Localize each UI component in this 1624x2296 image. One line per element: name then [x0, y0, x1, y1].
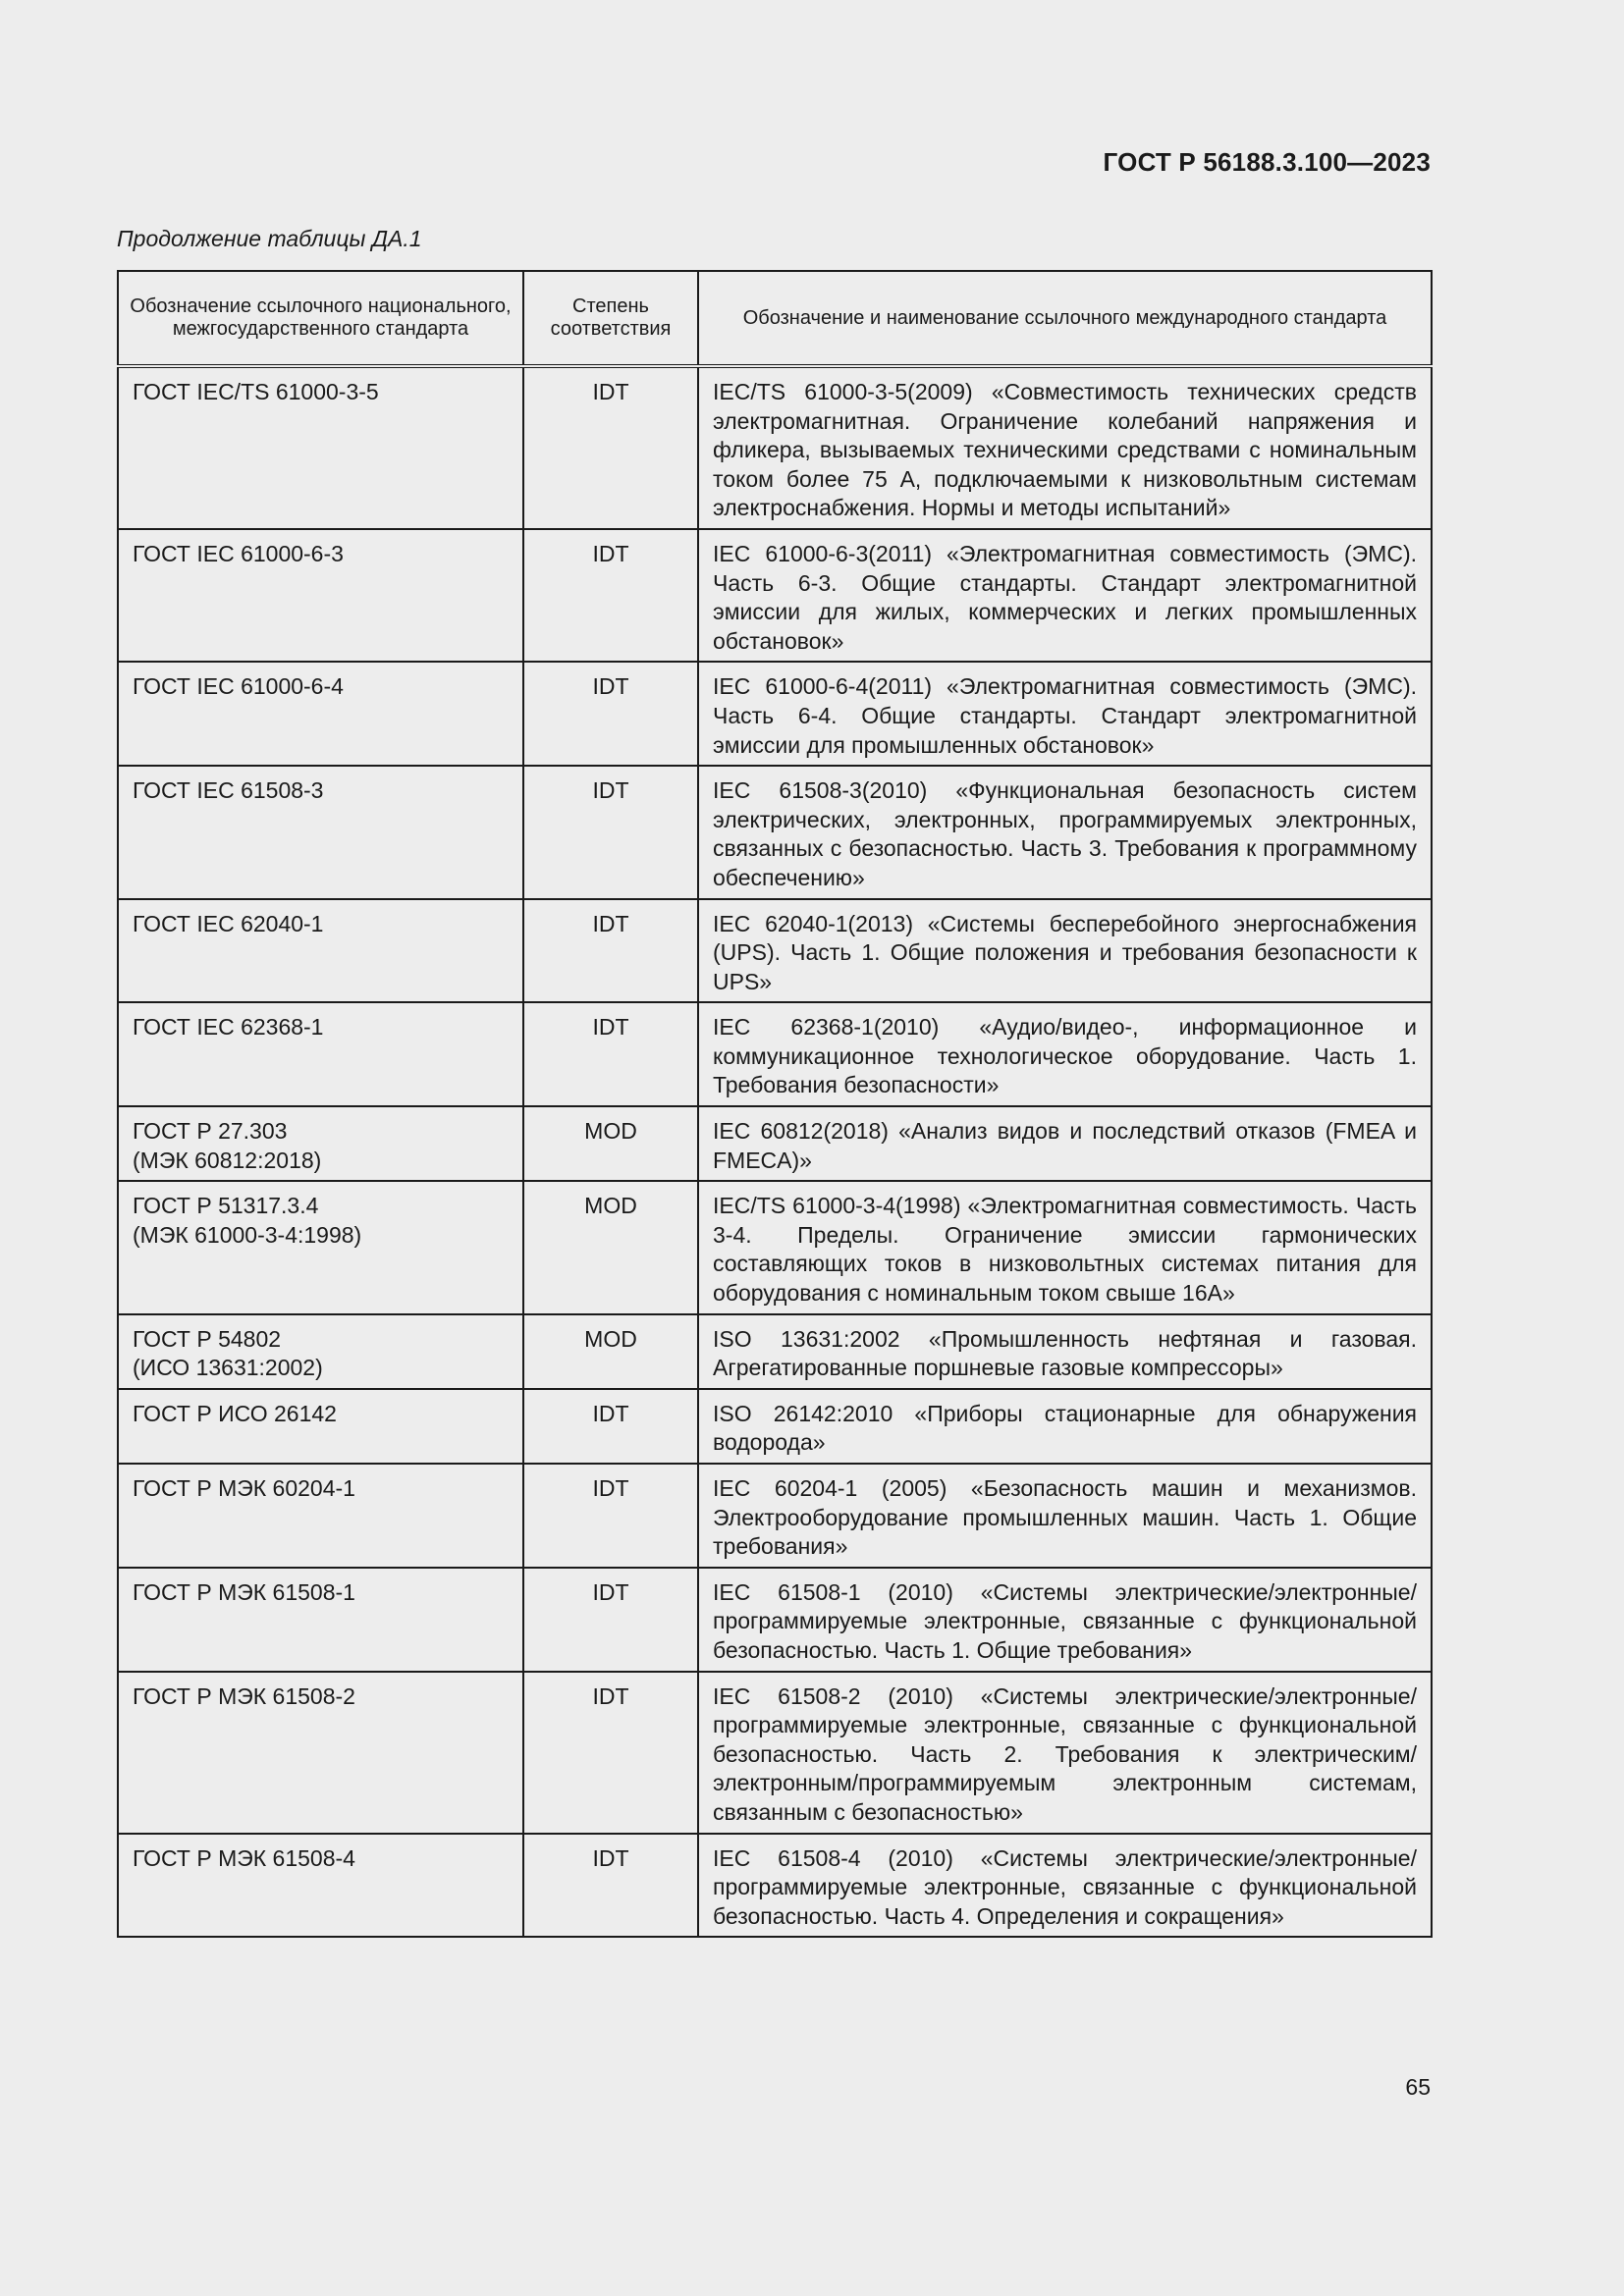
table-row — [118, 1314, 1432, 1389]
reference-table-container — [117, 270, 1431, 1938]
cell-degree-of-correspondence: IDT — [523, 1002, 698, 1106]
cell-international-standard: IEC 60204-1 (2005) «Безопасность машин и механизмов. Электрооборудование промышленных машин. Часть 1. Общие требования» — [698, 1464, 1432, 1568]
table-row — [118, 1002, 1432, 1106]
column-header-international-standard: Обозначение и наименование ссылочного международного стандарта — [698, 271, 1432, 366]
table-row — [118, 1181, 1432, 1313]
cell-degree-of-correspondence: MOD — [523, 1314, 698, 1389]
cell-national-standard: ГОСТ Р 54802 (ИСО 13631:2002) — [118, 1314, 523, 1389]
cell-national-standard: ГОСТ Р МЭК 61508-1 — [118, 1568, 523, 1672]
table-caption: Продолжение таблицы ДА.1 — [117, 226, 422, 251]
cell-national-standard: ГОСТ Р 51317.3.4 (МЭК 61000-3-4:1998) — [118, 1181, 523, 1313]
cell-degree-of-correspondence: MOD — [523, 1181, 698, 1313]
cell-degree-of-correspondence: IDT — [523, 766, 698, 898]
cell-degree-of-correspondence: IDT — [523, 366, 698, 529]
cell-degree-of-correspondence: MOD — [523, 1106, 698, 1181]
cell-international-standard: IEC/TS 61000-3-5(2009) «Совместимость технических средств электромагнитная. Ограничение колебаний напряжения и фликера, вызываемых техническими средствами с номинальным током более 75 А, подключаемыми к низковольтным системам электроснабжения. Нормы и методы испытаний» — [698, 366, 1432, 529]
document-code: ГОСТ Р 56188.3.100—2023 — [1103, 147, 1431, 177]
cell-international-standard: IEC 61508-1 (2010) «Системы электрические/электронные/программируемые электронные, связанные с функциональной безопасностью. Часть 1. Общие требования» — [698, 1568, 1432, 1672]
table-header-row — [118, 271, 1432, 366]
cell-degree-of-correspondence: IDT — [523, 1834, 698, 1938]
cell-national-standard: ГОСТ IEC 61000-6-4 — [118, 662, 523, 766]
page-number: 65 — [1405, 2074, 1431, 2100]
table-row — [118, 766, 1432, 898]
cell-international-standard: ISO 26142:2010 «Приборы стационарные для обнаружения водорода» — [698, 1389, 1432, 1464]
cell-international-standard: IEC 61000-6-3(2011) «Электромагнитная совместимость (ЭМС). Часть 6-3. Общие стандарты. Стандарт электромагнитной эмиссии для жилых, коммерческих и легких промышленных обстановок» — [698, 529, 1432, 662]
cell-international-standard: IEC 62368-1(2010) «Аудио/видео-, информационное и коммуникационное технологическое оборудование. Часть 1. Требования безопасности» — [698, 1002, 1432, 1106]
cell-degree-of-correspondence: IDT — [523, 1464, 698, 1568]
cell-international-standard: IEC/TS 61000-3-4(1998) «Электромагнитная совместимость. Часть 3-4. Пределы. Ограничение эмиссии гармонических составляющих токов в низковольтных системах питания для оборудования с номинальным током свыше 16А» — [698, 1181, 1432, 1313]
table-row — [118, 1464, 1432, 1568]
table-row — [118, 366, 1432, 529]
cell-degree-of-correspondence: IDT — [523, 529, 698, 662]
column-header-national-standard: Обозначение ссылочного национального, межгосударственного стандарта — [118, 271, 523, 366]
table-body — [118, 366, 1432, 1937]
cell-international-standard: IEC 61508-4 (2010) «Системы электрические/электронные/программируемые электронные, связанные с функциональной безопасностью. Часть 4. Определения и сокращения» — [698, 1834, 1432, 1938]
column-header-degree-of-correspondence: Степень соответствия — [523, 271, 698, 366]
cell-national-standard: ГОСТ Р МЭК 61508-4 — [118, 1834, 523, 1938]
cell-degree-of-correspondence: IDT — [523, 1568, 698, 1672]
cell-national-standard: ГОСТ Р МЭК 61508-2 — [118, 1672, 523, 1834]
cell-degree-of-correspondence: IDT — [523, 1672, 698, 1834]
cell-international-standard: IEC 62040-1(2013) «Системы бесперебойного энергоснабжения (UPS). Часть 1. Общие положения и требования безопасности к UPS» — [698, 899, 1432, 1003]
cell-national-standard: ГОСТ IEC 61508-3 — [118, 766, 523, 898]
table-row — [118, 1389, 1432, 1464]
cell-national-standard: ГОСТ Р ИСО 26142 — [118, 1389, 523, 1464]
table-row — [118, 1568, 1432, 1672]
table-row — [118, 1672, 1432, 1834]
table-row — [118, 1106, 1432, 1181]
reference-standards-table — [117, 270, 1433, 1938]
cell-national-standard: ГОСТ IEC/TS 61000-3-5 — [118, 366, 523, 529]
table-row — [118, 662, 1432, 766]
cell-national-standard: ГОСТ IEC 61000-6-3 — [118, 529, 523, 662]
cell-degree-of-correspondence: IDT — [523, 899, 698, 1003]
table-row — [118, 899, 1432, 1003]
cell-international-standard: IEC 61508-3(2010) «Функциональная безопасность систем электрических, электронных, программируемых электронных, связанных с безопасностью. Часть 3. Требования к программному обеспечению» — [698, 766, 1432, 898]
cell-international-standard: IEC 61000-6-4(2011) «Электромагнитная совместимость (ЭМС). Часть 6-4. Общие стандарты. Стандарт электромагнитной эмиссии для промышленных обстановок» — [698, 662, 1432, 766]
table-header — [118, 271, 1432, 366]
table-row — [118, 1834, 1432, 1938]
cell-international-standard: ISO 13631:2002 «Промышленность нефтяная и газовая. Агрегатированные поршневые газовые компрессоры» — [698, 1314, 1432, 1389]
cell-national-standard: ГОСТ Р МЭК 60204-1 — [118, 1464, 523, 1568]
cell-degree-of-correspondence: IDT — [523, 1389, 698, 1464]
cell-national-standard: ГОСТ Р 27.303 (МЭК 60812:2018) — [118, 1106, 523, 1181]
cell-international-standard: IEC 60812(2018) «Анализ видов и последствий отказов (FMEA и FMECA)» — [698, 1106, 1432, 1181]
cell-degree-of-correspondence: IDT — [523, 662, 698, 766]
table-row — [118, 529, 1432, 662]
cell-national-standard: ГОСТ IEC 62368-1 — [118, 1002, 523, 1106]
cell-international-standard: IEC 61508-2 (2010) «Системы электрические/электронные/программируемые электронные, связанные с функциональной безопасностью. Часть 2. Требования к электрическим/электронным/программируемым электронным системам, связанным с безопасностью» — [698, 1672, 1432, 1834]
cell-national-standard: ГОСТ IEC 62040-1 — [118, 899, 523, 1003]
